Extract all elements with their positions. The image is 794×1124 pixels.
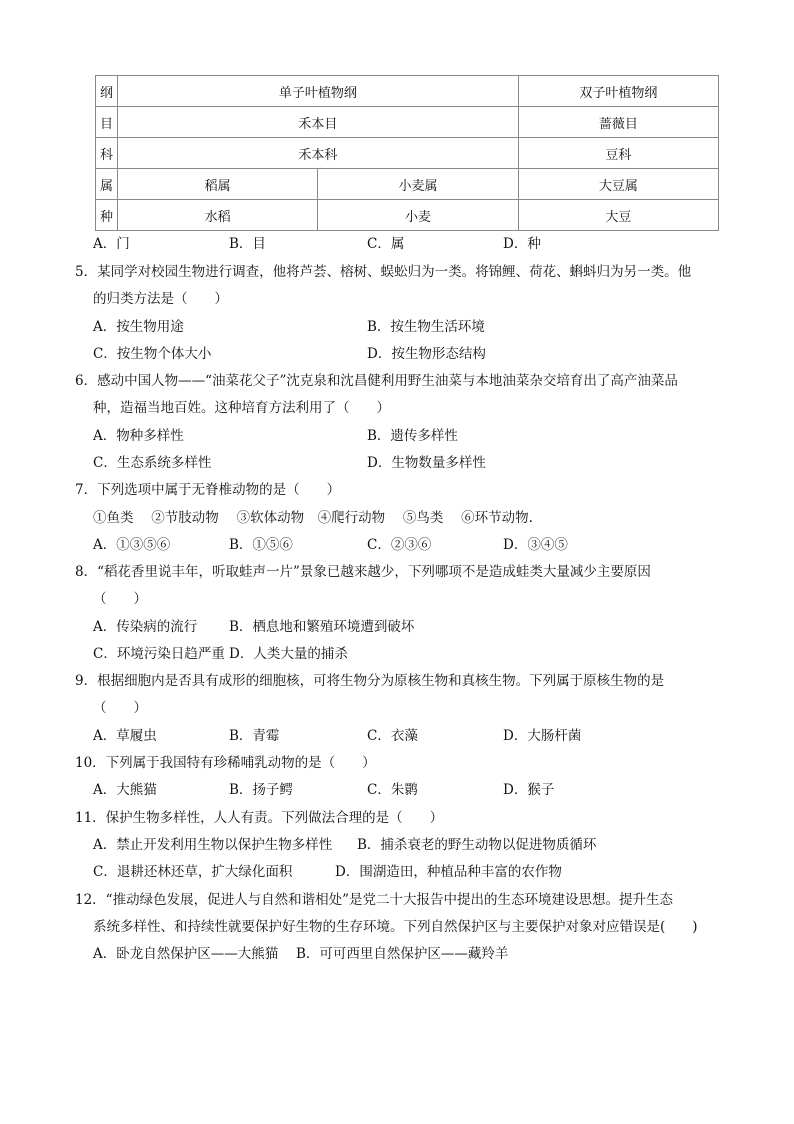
table-cell: 稻属 bbox=[118, 169, 318, 200]
question-8-line-2: （ ） bbox=[93, 591, 147, 607]
table-cell: 蔷薇目 bbox=[518, 107, 718, 138]
q11-option-d: D．围湖造田，种植品种丰富的农作物 bbox=[335, 864, 562, 880]
q10-option-d: D．猴子 bbox=[503, 782, 555, 798]
rank-cell: 种 bbox=[96, 200, 118, 231]
q11-option-b: B．捕杀衰老的野生动物以促进物质循环 bbox=[357, 837, 597, 853]
q6-option-d: D．生物数量多样性 bbox=[367, 455, 486, 471]
table-cell: 小麦属 bbox=[318, 169, 518, 200]
table-cell: 单子叶植物纲 bbox=[118, 76, 519, 107]
q9-option-d: D．大肠杆菌 bbox=[503, 728, 582, 744]
table-row bbox=[96, 169, 719, 200]
q5-option-a: A．按生物用途 bbox=[93, 319, 184, 335]
table-cell: 禾本目 bbox=[118, 107, 519, 138]
q11-option-a: A．禁止开发利用生物以保护生物多样性 bbox=[93, 837, 333, 853]
question-9-line-1: 9．根据细胞内是否具有成形的细胞核，可将生物分为原核生物和真核生物。下列属于原核生物的是 bbox=[75, 673, 665, 689]
q12-option-b: B．可可西里自然保护区——藏羚羊 bbox=[296, 946, 509, 962]
table-row bbox=[96, 200, 719, 231]
table-cell: 水稻 bbox=[118, 200, 318, 231]
rank-cell: 属 bbox=[96, 169, 118, 200]
question-5-line-2: 的归类方法是（ ） bbox=[93, 291, 228, 307]
classification-table bbox=[95, 75, 719, 231]
q8-option-c: C．环境污染日趋严重 bbox=[93, 646, 225, 662]
q8-option-b: B．栖息地和繁殖环境遭到破坏 bbox=[229, 619, 415, 635]
q8-option-a: A．传染病的流行 bbox=[93, 619, 198, 635]
q4-option-c: C．属 bbox=[367, 236, 405, 252]
table-cell: 双子叶植物纲 bbox=[518, 76, 718, 107]
q7-option-c: C．②③⑥ bbox=[367, 537, 432, 553]
question-6-line-2: 种，造福当地百姓。这种培育方法利用了（ ） bbox=[93, 400, 390, 416]
table-row bbox=[96, 107, 719, 138]
q10-option-a: A．大熊猫 bbox=[93, 782, 157, 798]
q5-option-c: C．按生物个体大小 bbox=[93, 346, 212, 362]
rank-cell: 科 bbox=[96, 138, 118, 169]
rank-cell: 目 bbox=[96, 107, 118, 138]
question-7-line-1: 7．下列选项中属于无脊椎动物的是（ ） bbox=[75, 482, 341, 498]
q11-option-c: C．退耕还林还草，扩大绿化面积 bbox=[93, 864, 293, 880]
q4-option-d: D．种 bbox=[503, 236, 541, 252]
question-12-line-1: 12．“推动绿色发展，促进人与自然和谐相处”是党二十大报告中提出的生态环境建设思想。提升生态 bbox=[75, 892, 673, 908]
q7-option-b: B．①⑤⑥ bbox=[229, 537, 293, 553]
q5-option-b: B．按生物生活环境 bbox=[367, 319, 485, 335]
q7-option-d: D．③④⑤ bbox=[503, 537, 568, 553]
q4-option-b: B．目 bbox=[229, 236, 266, 252]
q12-option-a: A．卧龙自然保护区——大熊猫 bbox=[93, 946, 279, 962]
q9-option-c: C．衣藻 bbox=[367, 728, 418, 744]
q8-option-d: D．人类大量的捕杀 bbox=[229, 646, 348, 662]
question-6-line-1: 6．感动中国人物——“油菜花父子”沈克泉和沈昌健利用野生油菜与本地油菜杂交培育出了高产油菜品 bbox=[75, 373, 678, 389]
q10-option-b: B．扬子鳄 bbox=[229, 782, 293, 798]
question-12-line-2: 系统多样性、和持续性就要保护好生物的生存环境。下列自然保护区与主要保护对象对应错误是( ) bbox=[93, 919, 698, 935]
question-10-line-1: 10．下列属于我国特有珍稀哺乳动物的是（ ） bbox=[75, 755, 376, 771]
table-cell: 大豆属 bbox=[518, 169, 718, 200]
question-11-line-1: 11．保护生物多样性，人人有责。下列做法合理的是（ ） bbox=[75, 810, 444, 826]
table-cell: 豆科 bbox=[518, 138, 718, 169]
q7-option-a: A．①③⑤⑥ bbox=[93, 537, 171, 553]
q9-option-b: B．青霉 bbox=[229, 728, 280, 744]
q6-option-b: B．遗传多样性 bbox=[367, 428, 458, 444]
question-5-line-1: 5．某同学对校园生物进行调查，他将芦荟、榕树、蜈蚣归为一类。将锦鲤、荷花、蝌蚪归为另一类。他 bbox=[75, 264, 692, 280]
q4-option-a: A．门 bbox=[93, 236, 130, 252]
q5-option-d: D．按生物形态结构 bbox=[367, 346, 486, 362]
q9-option-a: A．草履虫 bbox=[93, 728, 157, 744]
table-row bbox=[96, 138, 719, 169]
question-8-line-1: 8．“稻花香里说丰年，听取蛙声一片”景象已越来越少，下列哪项不是造成蛙类大量减少主要原因 bbox=[75, 564, 651, 580]
q6-option-c: C．生态系统多样性 bbox=[93, 455, 212, 471]
rank-cell: 纲 bbox=[96, 76, 118, 107]
table-cell: 小麦 bbox=[318, 200, 518, 231]
question-9-line-2: （ ） bbox=[93, 700, 147, 716]
q10-option-c: C．朱鹮 bbox=[367, 782, 418, 798]
table-cell: 大豆 bbox=[518, 200, 718, 231]
question-7-line-2: ①鱼类 ②节肢动物 ③软体动物 ④爬行动物 ⑤鸟类 ⑥环节动物. bbox=[93, 510, 533, 526]
table-row bbox=[96, 76, 719, 107]
table-cell: 禾本科 bbox=[118, 138, 519, 169]
q6-option-a: A．物种多样性 bbox=[93, 428, 184, 444]
